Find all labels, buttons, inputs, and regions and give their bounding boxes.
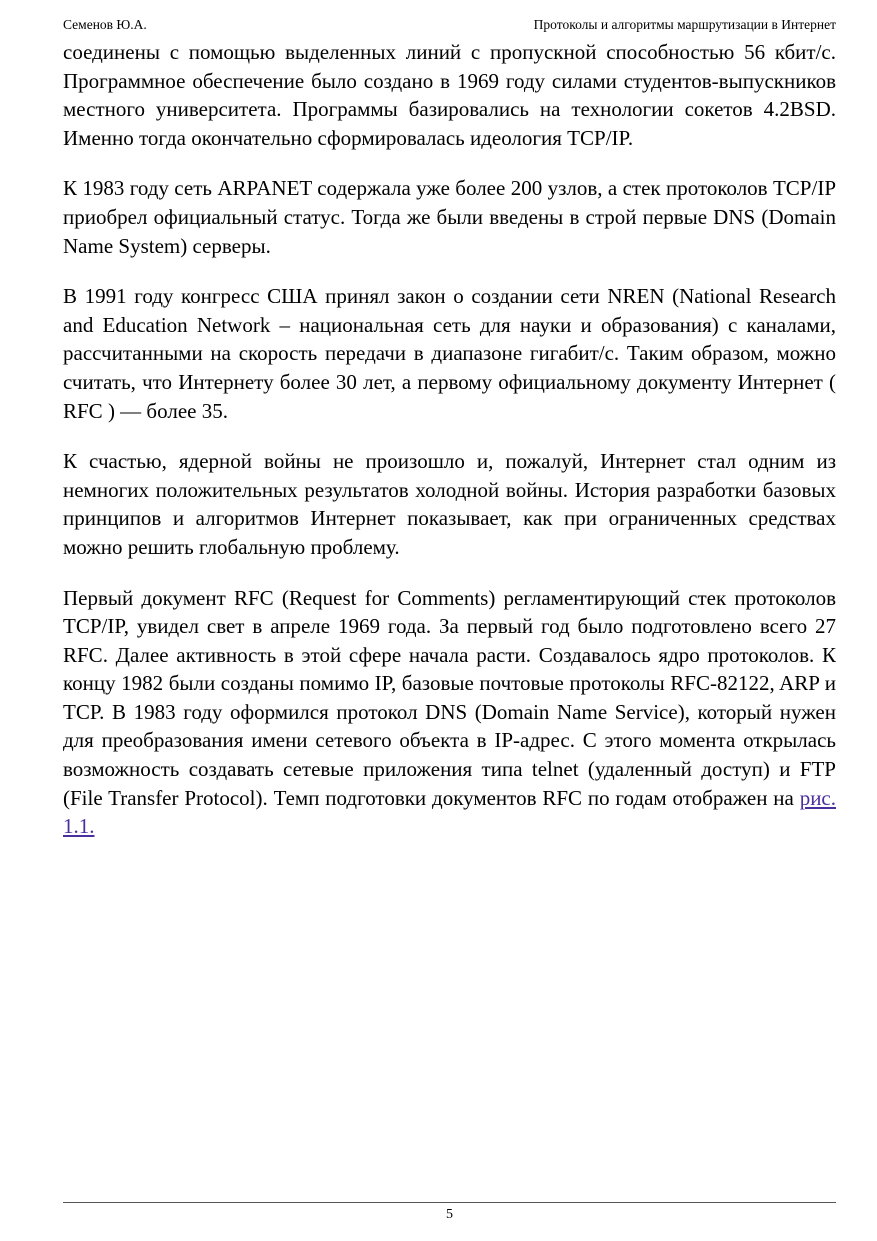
paragraph-nren-1991: В 1991 году конгресс США принял закон о создании сети NREN (National Research and Education Network – национальная сеть для науки и образования) с каналами, рассчитанными на скорость передачи в диапазоне гигабит/с. Таким образом, можно считать, что Интернету более 30 лет, а первому официальному документу Интернет ( RFC ) — более 35. — [63, 284, 836, 423]
footer-divider — [63, 1202, 836, 1203]
page-number: 5 — [446, 1207, 453, 1222]
header-title: Протоколы и алгоритмы маршрутизации в Интернет — [533, 17, 836, 32]
figure-1-1-link[interactable]: рис. 1.1. — [63, 785, 836, 839]
paragraph-rfc-history — [63, 584, 836, 841]
paragraph-continuation: соединены с помощью выделенных линий с пропускной способностью 56 кбит/с. Программное обеспечение было создано в 1969 году силами студентов-выпускников местного университета. Программы базировались на технологии сокетов 4.2BSD. Именно тогда окончательно сформировалась идеология TCP/IP. — [63, 40, 836, 150]
page-body — [63, 38, 836, 863]
paragraph-arpanet-1983: К 1983 году сеть ARPANET содержала уже более 200 узлов, а стек протоколов TCP/IP приобрел официальный статус. Тогда же были введены в строй первые DNS (Domain Name System) серверы. — [63, 176, 836, 258]
paragraph-rfc-text: Первый документ RFC (Request for Comments) регламентирующий стек протоколов TCP/IP, увидел свет в апреле 1969 года. За первый год было подготовлено всего 27 RFC. Далее активность в этой сфере начала расти. Создавалось ядро протоколов. К концу 1982 были созданы помимо IP, базовые почтовые протоколы RFC-82122, ARP и TCP. В 1983 году оформился протокол DNS (Domain Name Service), который нужен для преобразования имени сетевого объекта в IP-адрес. С этого момента открылась возможность создавать сетевые приложения типа telnet (удаленный доступ) и FTP (File Transfer Protocol). Темп подготовки документов RFC по годам отображен на — [63, 585, 836, 810]
paragraph-cold-war: К счастью, ядерной войны не произошло и, пожалуй, Интернет стал одним из немногих положительных результатов холодной войны. История разработки базовых принципов и алгоритмов Интернет показывает, как при ограниченных средствах можно решить глобальную проблему. — [63, 449, 836, 559]
running-header — [63, 15, 836, 35]
header-author: Семенов Ю.А. — [63, 17, 147, 32]
